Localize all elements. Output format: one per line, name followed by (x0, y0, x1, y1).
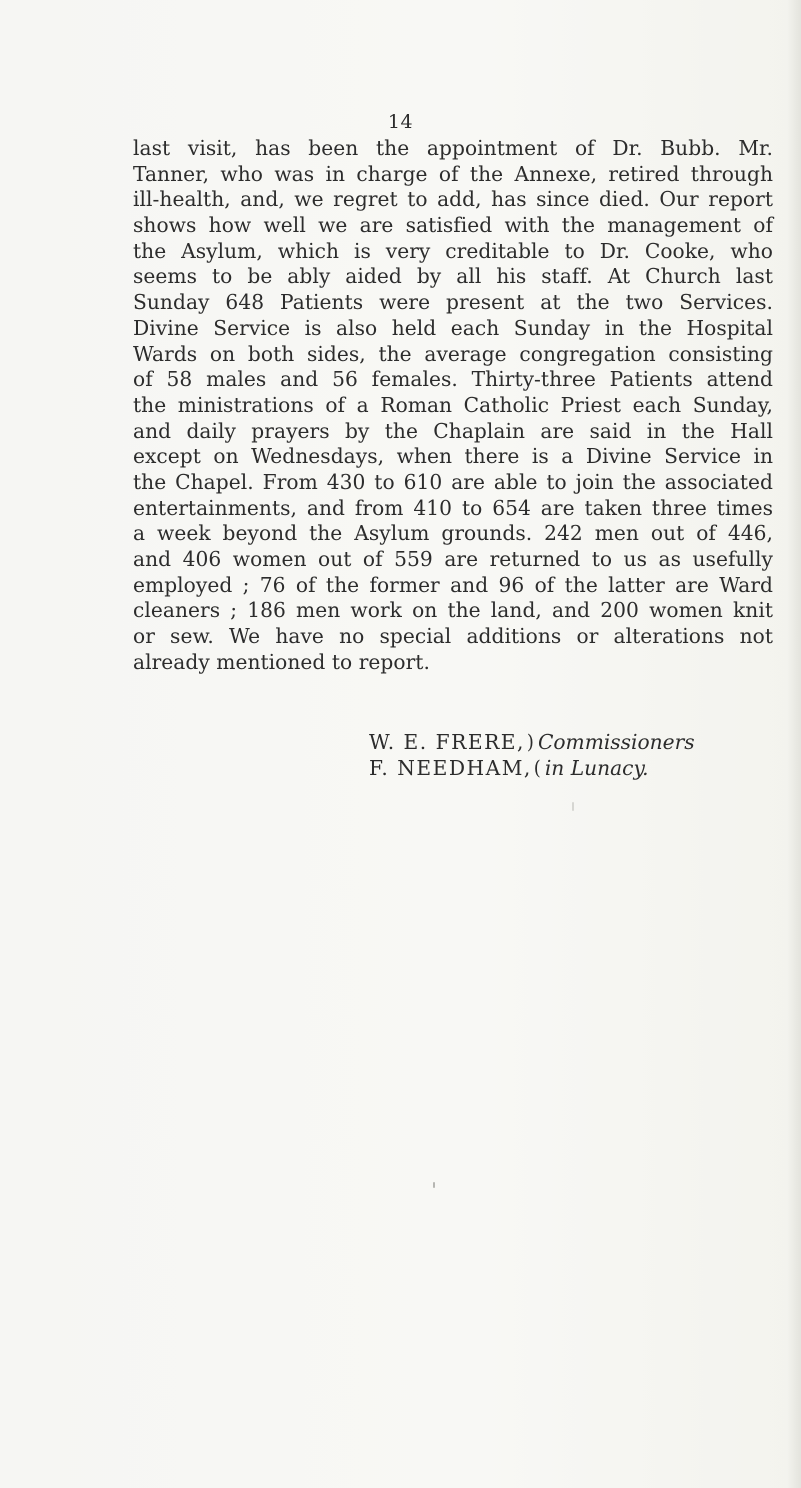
text-line: already mentioned to report. (133, 649, 430, 674)
text-line: Tanner, who was in charge of the Annexe, retired through (133, 161, 773, 186)
text-line: or sew. We have no special additions or alterations not (133, 624, 773, 649)
text-line: of 58 males and 56 females. Thirty-three Patients attend (133, 367, 773, 392)
text-line: the Asylum, which is very creditable to Dr. Cooke, who (133, 238, 773, 263)
signatory-name: W. E. FRERE, (369, 730, 525, 754)
page-number: 14 (387, 111, 414, 133)
brace-mark: ( (533, 756, 541, 780)
text-line: Sunday 648 Patients were present at the two Services. (133, 290, 773, 315)
signatory-name: F. NEEDHAM, (369, 756, 532, 780)
text-line: shows how well we are satisfied with the management of (133, 213, 773, 238)
text-line: ill-health, and, we regret to add, has since died. Our report (133, 187, 773, 212)
paper-speck (433, 1182, 435, 1188)
text-line: Wards on both sides, the average congregation consisting (133, 341, 773, 366)
text-line: the ministrations of a Roman Catholic Priest each Sunday, (133, 392, 773, 417)
paper-speck (572, 802, 574, 811)
signatory-title: in Lunacy. (544, 756, 649, 780)
text-line: seems to be ably aided by all his staff. At Church last (133, 264, 773, 289)
text-line: last visit, has been the appointment of Dr. Bubb. Mr. (133, 136, 773, 160)
signature-row (369, 755, 779, 781)
signatory-title: Commissioners (537, 730, 695, 754)
page-edge-shadow (787, 0, 801, 1488)
text-line: and 406 women out of 559 are returned to us as usefully (133, 547, 773, 571)
text-line: the Chapel. From 430 to 610 are able to join the associated (133, 469, 773, 494)
text-line: Divine Service is also held each Sunday in the Hospital (133, 315, 773, 340)
text-line: entertainments, and from 410 to 654 are taken three times (133, 495, 773, 520)
text-line: a week beyond the Asylum grounds. 242 men out of 446, (133, 521, 773, 546)
brace-mark: ) (526, 730, 534, 754)
text-line: except on Wednesdays, when there is a Divine Service in (133, 444, 773, 469)
text-line: cleaners ; 186 men work on the land, and 200 women knit (133, 598, 773, 623)
text-line: and daily prayers by the Chaplain are said in the Hall (133, 418, 773, 443)
signature-block (369, 729, 779, 781)
signature-row (369, 729, 779, 755)
text-line: employed ; 76 of the former and 96 of the latter are Ward (133, 572, 773, 597)
report-paragraph (133, 136, 773, 675)
